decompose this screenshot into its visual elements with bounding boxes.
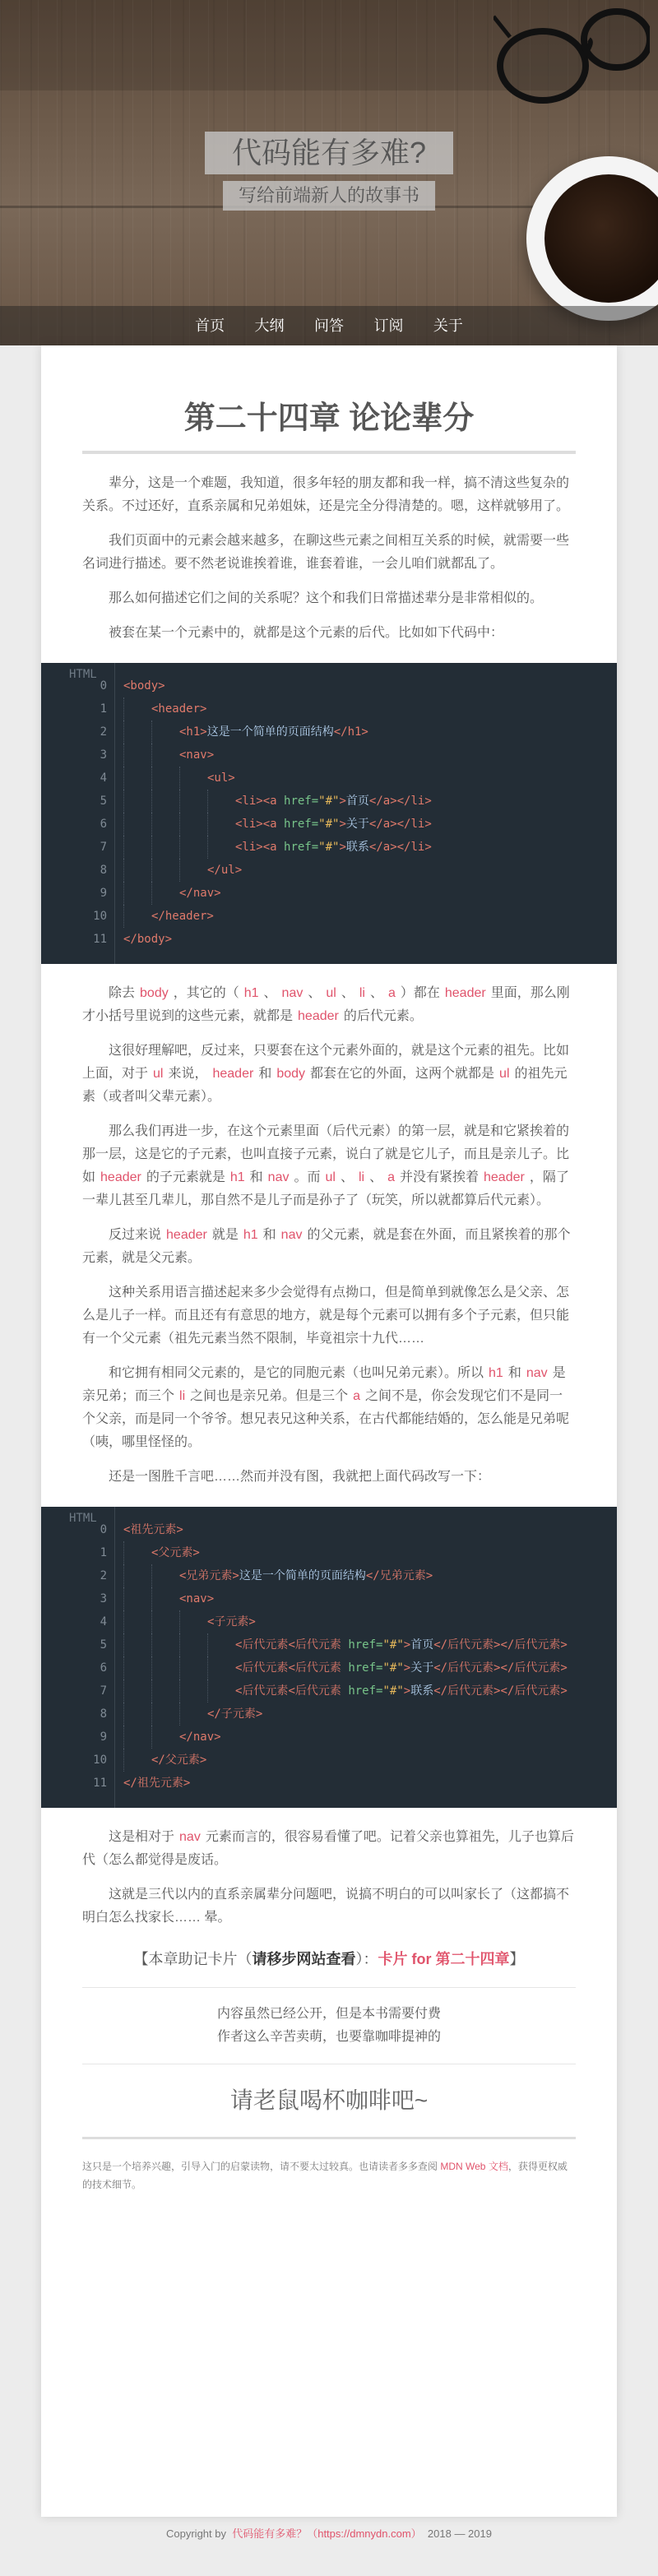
code-block[interactable]: HTML 0 <body> 1 <header> 2 <h1>这是一个简单的页面结构</h1> 3 <nav> 4 <ul> 5 <li><a href="#">首页</a></li> 6 <li><a href="#">关于</a></li> 7 <li><a href="#">联系</a></li> 8 </ul> 9 </nav> 10 </header> 11 </body> (41, 663, 617, 964)
paragraph: 反过来说 header 就是 h1 和 nav 的父元素，就是套在外面，而且紧挨着的那个元素，就是父元素。 (82, 1228, 571, 1265)
code-token: <兄弟元素> (179, 1569, 239, 1582)
code-token: > (403, 1661, 411, 1675)
code-token: 联系 (345, 841, 369, 854)
pay-note-line: 内容虽然已经公开，但是本书需要付费 (216, 2007, 441, 2021)
main-nav (0, 306, 658, 345)
code-token: <父元素> (151, 1546, 200, 1559)
code-token: href= (284, 795, 319, 808)
footer (0, 2525, 658, 2543)
paragraph: 我们页面中的元素会越来越多，在聊这些元素之间相互关系的时候，就需要一些名词进行描述。要不然老说谁挨着谁，谁套着谁，一会儿咱们就都乱了。 (82, 534, 570, 571)
code-token: "#" (382, 1638, 404, 1652)
code-token: </兄弟元素> (365, 1569, 433, 1582)
code-token: <后代元素 (235, 1638, 289, 1652)
code-token: href= (348, 1661, 383, 1675)
code-token: <后代元素 (288, 1684, 341, 1698)
code-token: </nav> (179, 887, 221, 900)
glasses-icon (494, 8, 650, 123)
code-token: 关于 (410, 1661, 434, 1675)
code-token: <header> (151, 702, 207, 716)
code-token: href= (348, 1638, 383, 1652)
code-token: <后代元素 (288, 1661, 341, 1675)
memo-card-link[interactable]: 卡片 for 第二十四章 (378, 1951, 510, 1967)
paragraph: 还是一图胜千言吧……然而并没有图，我就把上面代码改写一下： (109, 1470, 491, 1484)
pay-note-line: 作者这么辛苦卖萌，也要靠咖啡提神的 (216, 2030, 441, 2044)
article-card (41, 345, 617, 2517)
code-token: 首页 (410, 1638, 434, 1652)
paragraph: 那么如何描述它们之间的关系呢？这个和我们日常描述辈分是非常相似的。 (109, 591, 544, 605)
paragraph: 这种关系用语言描述起来多少会觉得有点拗口，但是简单到就像怎么是父亲、怎么是儿子一样。而且还有有意思的地方，就是每个元素可以拥有多个子元素，但只能有一个父元素（祖先元素当然不限制，毕竟祖宗十九代…… (82, 1286, 570, 1346)
disclaimer: 这只是一个培养兴趣，引导入门的启蒙读物，请不要太过较真。也请读者多多查阅 MDN Web 文档，获得更权威的技术细节。 (82, 2161, 568, 2190)
coffee-donate-link[interactable]: 请老鼠喝杯咖啡吧~ (229, 2087, 429, 2113)
code-token: </祖先元素> (123, 1777, 191, 1790)
code-token: <后代元素 (288, 1638, 341, 1652)
memo-card-note: 【本章助记卡片（请移步网站查看）：卡片 for 第二十四章】 (133, 1951, 525, 1967)
code-language: HTML (69, 668, 97, 681)
code-language: HTML (69, 1512, 97, 1525)
paragraph: 这是相对于 nav 元素而言的，很容易看懂了吧。记着父亲也算祖先，儿子也算后代（怎么都觉得是废话。 (82, 1830, 574, 1867)
paragraph: 这很好理解吧，反过来，只要套在这个元素外面的，就是这个元素的祖先。比如上面，对于 ul 来说， header 和 body 都套在它的外面，这两个就都是 ul 的祖先元素（或者叫父辈元素）。 (82, 1044, 570, 1104)
code-token: "#" (382, 1684, 404, 1698)
paragraph: 被套在某一个元素中的，就都是这个元素的后代。比如如下代码中： (109, 626, 504, 640)
coffee-cup-icon (526, 156, 658, 321)
code-token: > (403, 1684, 411, 1698)
paragraph: 那么我们再进一步，在这个元素里面（后代元素）的第一层，就是和它紧挨着的那一层，这是它的子元素，也叫直接子元素，说白了就是它儿子，而且是亲儿子。比如 header 的子元素就是 h1 和 nav 。而 ul 、 li 、 a 并没有紧挨着 header ，隔了一辈儿甚至几辈儿，那自然不是儿子而是孙子了（玩笑，所以就都算后代元素）。 (82, 1124, 570, 1207)
code-token: <ul> (207, 771, 235, 785)
code-token: href= (284, 818, 319, 831)
paragraph: 辈分，这是一个难题，我知道，很多年轻的朋友都和我一样，搞不清这些复杂的关系。不过还好，直系亲属和兄弟姐妹，还是完全分得清楚的。嗯，这样就够用了。 (82, 476, 570, 513)
title-divider (82, 451, 576, 454)
code-token: <祖先元素> (123, 1523, 183, 1536)
nav-qa[interactable]: 问答 (314, 317, 344, 334)
code-token: "#" (318, 795, 340, 808)
code-token: href= (284, 841, 319, 854)
code-token: </后代元素> (433, 1661, 501, 1675)
code-token: </nav> (179, 1730, 221, 1744)
paragraph: 除去 body ，其它的（ h1 、 nav 、 ul 、 li 、 a ）都在 header 里面，那么刚才小括号里说到的这些元素，就都是 header 的后代元素。 (82, 986, 570, 1023)
mdn-link[interactable]: MDN Web 文档 (440, 2161, 508, 2172)
code-block[interactable]: HTML 0 <祖先元素> 1 <父元素> 2 <兄弟元素>这是一个简单的页面结构</兄弟元素> 3 <nav> 4 <子元素> 5 <后代元素<后代元素 href="#">首页</后代元素></后代元素> 6 <后代元素<后代元素 href="#">关于</后代元素></后代元素> 7 <后代元素<后代元素 href="#">联系</后代元素></后代元素> 8 </子元素> 9 </nav> 10 </父元素> 11 </祖先元素> (41, 1507, 617, 1808)
code-token: </ul> (207, 864, 243, 877)
code-token: href= (348, 1684, 383, 1698)
code-token: </后代元素> (433, 1684, 501, 1698)
code-token: "#" (318, 818, 340, 831)
code-token: </后代元素> (500, 1661, 568, 1675)
site-link[interactable]: 代码能有多难？（https://dmnydn.com） (232, 2527, 422, 2540)
nav-home[interactable]: 首页 (195, 317, 225, 334)
divider (82, 2137, 576, 2139)
nav-subscribe[interactable]: 订阅 (373, 317, 404, 334)
code-token: <nav> (179, 748, 215, 762)
code-token: 首页 (345, 795, 369, 808)
code-token: </header> (151, 910, 214, 923)
copyright-years: 2018 — 2019 (427, 2527, 492, 2540)
code-token: 联系 (410, 1684, 434, 1698)
code-token: </后代元素> (500, 1684, 568, 1698)
code-token: </body> (123, 933, 173, 946)
code-token: > (403, 1638, 411, 1652)
code-token: </后代元素> (500, 1638, 568, 1652)
code-token: </子元素> (207, 1707, 263, 1721)
code-token: 这是一个简单的页面结构 (239, 1569, 366, 1582)
code-token: <body> (123, 679, 165, 693)
code-token: <nav> (179, 1592, 215, 1605)
pay-note (41, 2003, 617, 2049)
code-token: <h1> (179, 725, 207, 739)
code-token: <后代元素 (235, 1661, 289, 1675)
code-token: "#" (318, 841, 340, 854)
paragraph: 这就是三代以内的直系亲属辈分问题吧，说搞不明白的可以叫家长了（这都搞不明白怎么找家长…… 晕。 (82, 1888, 570, 1925)
code-token: <后代元素 (235, 1684, 289, 1698)
code-token: <子元素> (207, 1615, 256, 1629)
paragraph: 和它拥有相同父元素的，是它的同胞元素（也叫兄弟元素）。所以 h1 和 nav 是亲兄弟；而三个 li 之间也是亲兄弟。但是三个 a 之间不是，你会发现它们不是同一个父亲，而是同一个爷爷。想兄表兄这种关系，在古代都能结婚的，怎么能是兄弟呢（咦，哪里怪怪的。 (82, 1366, 570, 1449)
code-token: 关于 (345, 818, 369, 831)
code-token: </后代元素> (433, 1638, 501, 1652)
divider (82, 1987, 576, 1988)
site-title: 代码能有多难? (205, 132, 453, 174)
code-token: </h1> (333, 725, 368, 739)
code-token: "#" (382, 1661, 404, 1675)
copyright-text: Copyright by (166, 2527, 226, 2540)
site-subtitle: 写给前端新人的故事书 (223, 181, 435, 211)
code-token: </父元素> (151, 1754, 207, 1767)
nav-about[interactable]: 关于 (433, 317, 463, 334)
nav-outline[interactable]: 大纲 (254, 317, 285, 334)
hero-banner (0, 0, 658, 345)
chapter-title: 第二十四章 论论辈分 (183, 401, 475, 436)
code-token: 这是一个简单的页面结构 (206, 725, 334, 739)
